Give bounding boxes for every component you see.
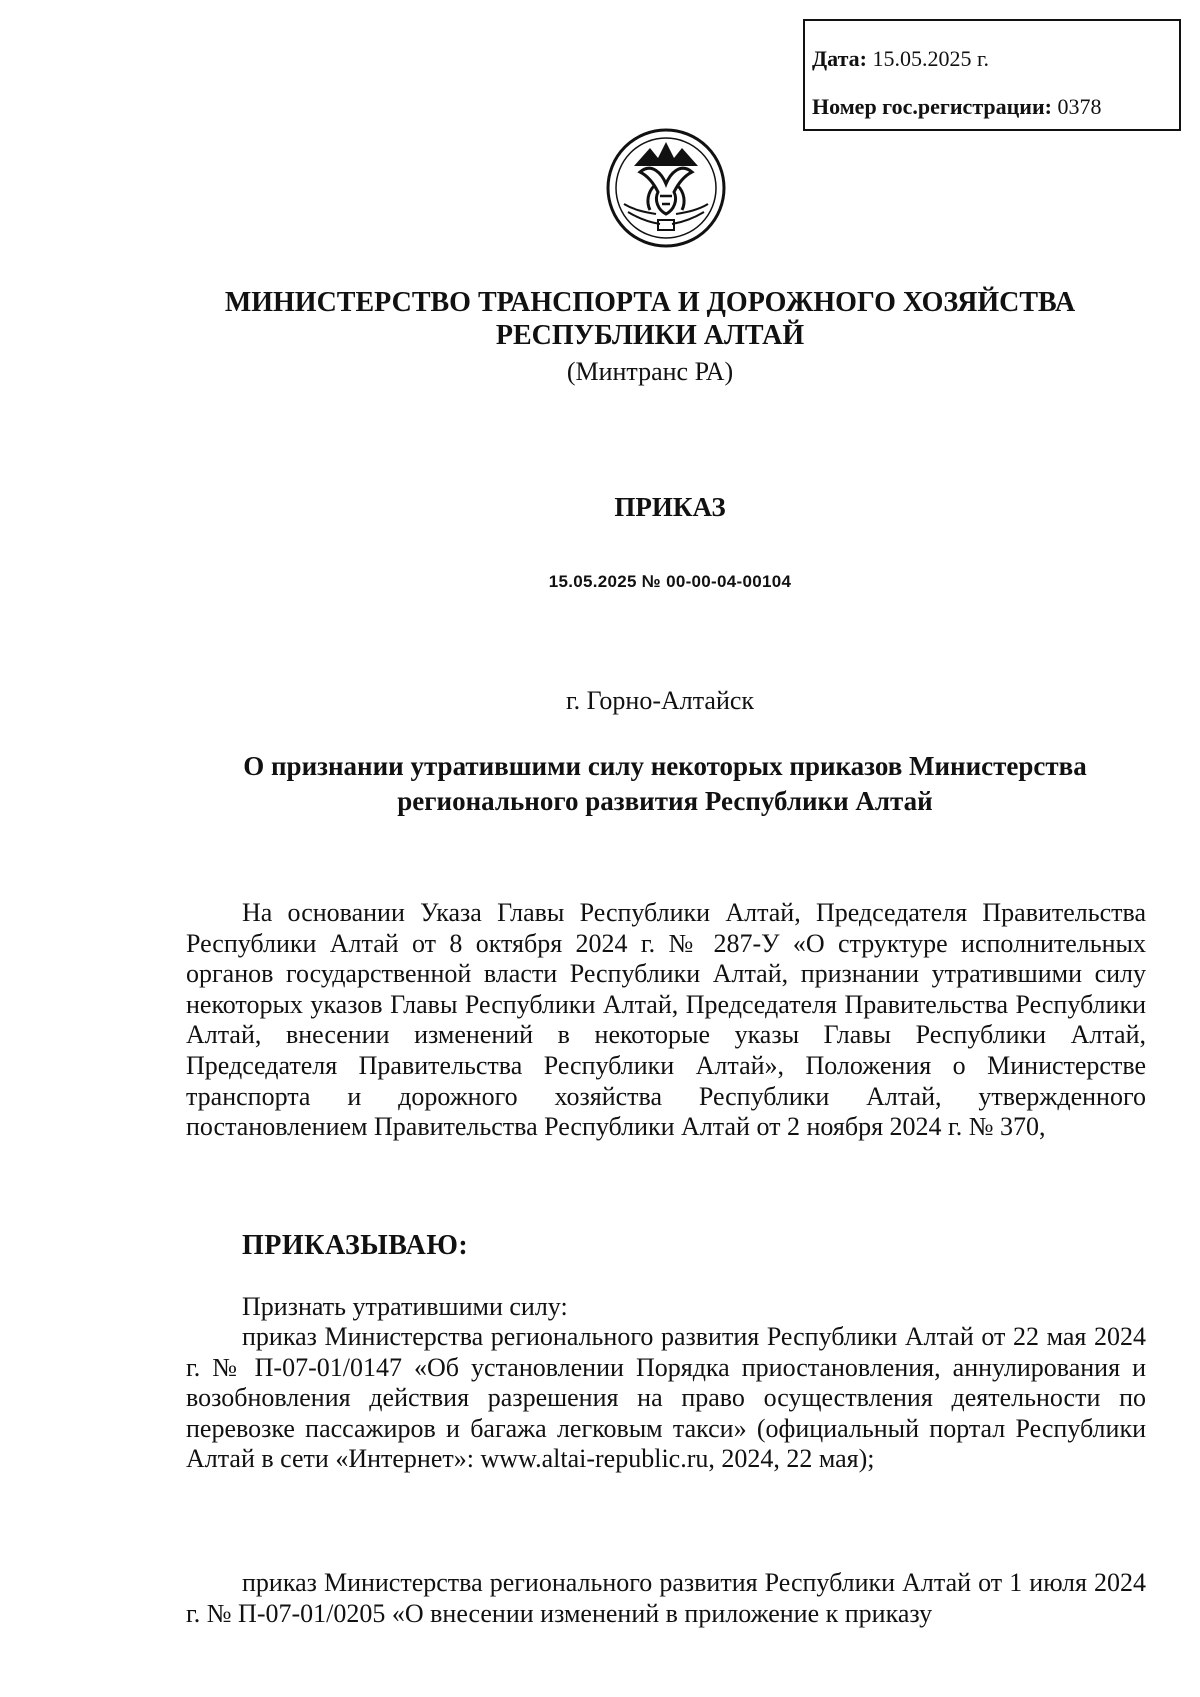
ministry-short-name: (Минтранс РА): [566, 357, 734, 386]
city: г. Горно-Алтайск: [565, 686, 755, 715]
recognize-intro: Признать утратившими силу:: [242, 1292, 568, 1321]
registration-date-label: Дата:: [812, 46, 867, 71]
registration-date-value: 15.05.2025 г.: [872, 46, 990, 71]
document-title: ПРИКАЗ: [614, 492, 726, 522]
registration-stamp: [803, 19, 1181, 131]
registration-date: [812, 35, 1179, 83]
ministry-name-line1: МИНИСТЕРСТВО ТРАНСПОРТА И ДОРОЖНОГО ХОЗЯЙСТВА: [224, 287, 1076, 318]
coat-of-arms-graphic: [604, 126, 728, 250]
coat-of-arms-icon: [604, 126, 728, 250]
order-subject: [120, 749, 1200, 819]
repealed-order-item-1: приказ Министерства регионального развития Республики Алтай от 22 мая 2024 г. № П-07-01/0147 «Об установлении Порядка приостановления, аннулирования и возобновления действия разрешения на право осуществления деятельности по перевозке пассажиров и багажа легковым такси» (официальный портал Республики Алтай в сети «Интернет»: www.altai-republic.ru, 2024, 22 мая);: [186, 1322, 1146, 1474]
order-subject-line2: регионального развития Республики Алтай: [397, 786, 933, 816]
order-date-number: 15.05.2025 № 00-00-04-00104: [548, 572, 792, 591]
registration-number-label: Номер гос.регистрации:: [812, 94, 1052, 119]
repealed-order-item-2: приказ Министерства регионального развития Республики Алтай от 1 июля 2024 г. № П-07-01/0205 «О внесении изменений в приложение к приказу: [186, 1568, 1146, 1628]
ministry-name: [120, 286, 1180, 352]
basis-paragraph: На основании Указа Главы Республики Алтай, Председателя Правительства Республики Алтай от 8 октября 2024 г. № 287-У «О структуре исполнительных органов государственной власти Республики Алтай, признании утратившими силу некоторых указов Главы Республики Алтай, Председателя Правительства Республики Алтай, внесении изменений в некоторые указы Главы Республики Алтай, Председателя Правительства Республики Алтай», Положения о Министерстве транспорта и дорожного хозяйства Республики Алтай, утвержденного постановлением Правительства Республики Алтай от 2 ноября 2024 г. № 370,: [186, 898, 1146, 1142]
order-directive: ПРИКАЗЫВАЮ:: [242, 1230, 469, 1261]
registration-number-value: 0378: [1057, 94, 1102, 119]
order-subject-line1: О признании утратившими силу некоторых приказов Министерства: [243, 751, 1087, 781]
registration-number: [812, 83, 1179, 131]
ministry-name-line2: РЕСПУБЛИКИ АЛТАЙ: [495, 320, 805, 351]
